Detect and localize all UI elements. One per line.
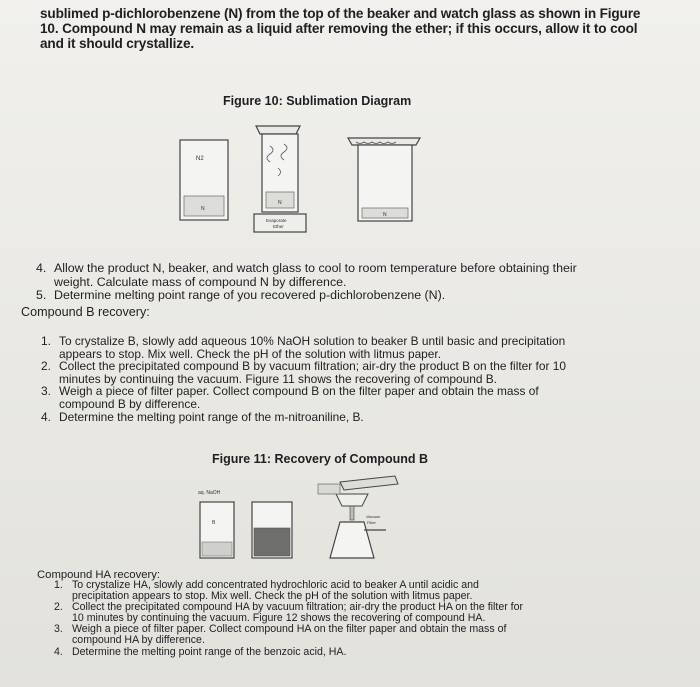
step-text: Weigh a piece of filter paper. Collect compound B on the filter paper and obtain the mass of <box>59 384 539 399</box>
intro-line: sublimed p-dichlorobenzene (N) from the top of the beaker and watch glass as shown in Figure <box>40 6 641 21</box>
list-item <box>36 261 594 289</box>
list-item <box>54 645 562 658</box>
intro-line: and it should crystallize. <box>40 36 194 51</box>
step-number: 1. <box>54 579 63 591</box>
step-text-cont: appears to stop. Mix well. Check the pH of the solution with litmus paper. <box>59 346 442 361</box>
list-item <box>54 623 562 647</box>
label-n-left: N <box>201 206 205 212</box>
label-n2: N2 <box>196 156 204 162</box>
step-text: Determine the melting point range of the m-nitroaniline, B. <box>59 409 364 424</box>
steps-main <box>36 261 594 303</box>
label-b: B <box>212 520 216 526</box>
list-item <box>41 359 589 386</box>
label-vacuum: Vacuum <box>366 514 381 519</box>
step-text: Collect the precipitated compound HA by vacuum filtration; air-dry the product HA on the filter for <box>72 601 524 614</box>
step-text-cont: 10 minutes by continuing the vacuum. Figure 12 shows the recovering of compound HA. <box>72 612 486 625</box>
compound-b-steps <box>41 334 589 424</box>
beaker-naoh <box>198 490 234 558</box>
intro-paragraph <box>40 6 650 51</box>
step-text: To crystalize HA, slowly add concentrated hydrochloric acid to beaker A until acidic and <box>72 579 479 591</box>
step-number: 2. <box>41 359 51 374</box>
step-text: Collect the precipitated compound B by vacuum filtration; air-dry the product B on the filter for 10 <box>59 359 566 374</box>
step-text: Determine the melting point range of the benzoic acid, HA. <box>72 645 347 658</box>
compound-ha-steps <box>54 579 562 658</box>
step-number: 2. <box>54 601 63 614</box>
step-text: Weigh a piece of filter paper. Collect compound HA on the filter paper and obtain the mass of <box>72 623 507 636</box>
figure-10-title: Figure 10: Sublimation Diagram <box>223 94 412 108</box>
figure-11-title: Figure 11: Recovery of Compound B <box>212 452 429 466</box>
step-number: 4. <box>36 261 47 275</box>
label-n-right: N <box>383 212 387 218</box>
list-item <box>41 384 589 411</box>
step-number: 3. <box>54 623 63 636</box>
list-item <box>54 579 562 603</box>
step-number: 3. <box>41 384 51 399</box>
beaker-right <box>348 138 420 221</box>
label-naoh: aq. NaOH <box>198 490 221 496</box>
label-ether: Ether <box>273 224 284 229</box>
compound-ha-heading: Compound HA recovery: <box>37 569 161 581</box>
step-number: 5. <box>36 288 47 302</box>
filtration-setup <box>318 476 398 558</box>
list-item <box>36 288 594 303</box>
label-filter: Filter <box>367 520 376 525</box>
step-text: To crystalize B, slowly add aqueous 10% NaOH solution to beaker B until basic and precipitation <box>59 334 566 348</box>
step-text-cont: weight. Calculate mass of compound N by difference. <box>54 274 347 289</box>
list-item <box>41 409 589 424</box>
step-text-cont: compound HA by difference. <box>72 634 205 647</box>
beaker-left <box>180 140 228 220</box>
list-item <box>54 601 562 625</box>
step-text: Determine melting point range of you recovered p-dichlorobenzene (N). <box>54 288 446 302</box>
beaker-precipitate <box>252 502 292 558</box>
step-number: 4. <box>54 645 63 658</box>
label-evaporate: Evaporate <box>266 218 287 223</box>
step-text: Allow the product N, beaker, and watch glass to cool to room temperature before obtaining their <box>54 261 577 275</box>
beaker-middle <box>254 126 306 232</box>
compound-b-heading: Compound B recovery: <box>21 305 150 319</box>
step-text-cont: precipitation appears to stop. Mix well. Check the pH of the solution with litmus paper. <box>72 590 473 603</box>
step-number: 1. <box>41 334 51 348</box>
intro-line: 10. Compound N may remain as a liquid after removing the ether; if this occurs, allow it to cool <box>40 21 638 36</box>
step-text-cont: compound B by difference. <box>59 396 201 411</box>
label-n-mid: N <box>278 200 282 206</box>
step-text-cont: minutes by continuing the vacuum. Figure 11 shows the recovering of compound B. <box>59 371 497 386</box>
list-item <box>41 334 589 361</box>
sublimation-diagram <box>170 118 430 243</box>
step-number: 4. <box>41 409 51 424</box>
recovery-diagram <box>190 472 410 567</box>
